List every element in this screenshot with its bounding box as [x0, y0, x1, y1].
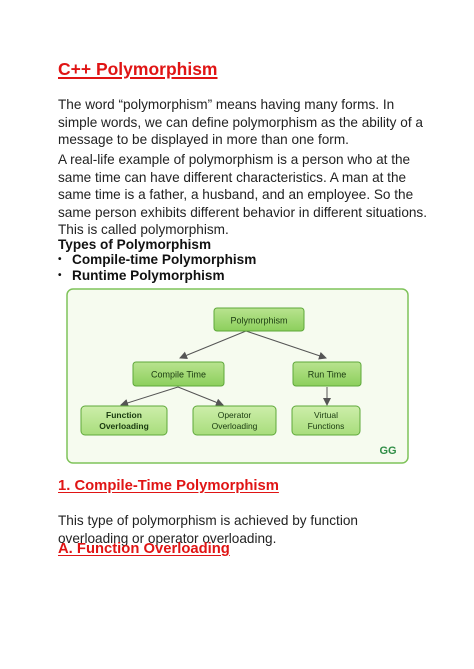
list-item [58, 252, 256, 268]
types-heading: Types of Polymorphism [58, 237, 212, 252]
page-title: C++ Polymorphism [58, 59, 218, 79]
node-run-time-label: Run Time [307, 369, 347, 380]
intro-paragraph: The word “polymorphism” means having many forms. In simple words, we can define polymorphism as the ability of a message to be displayed in more than one form. [58, 97, 423, 148]
section-paragraph: This type of polymorphism is achieved by function overloading or operator overloading. [58, 513, 358, 546]
node-virtual-functions-line2: Functions [307, 421, 345, 431]
polymorphism-diagram [66, 288, 409, 464]
bullet-icon: • [58, 270, 62, 281]
node-function-overloading-line1: Function [106, 410, 142, 420]
list-item [58, 268, 256, 284]
bullet-icon: • [58, 254, 62, 265]
subsection-heading: A. Function Overloading [58, 541, 230, 557]
example-paragraph: A real-life example of polymorphism is a person who at the same time can have different characteristics. A man at the same time is a father, a husband, and an employee. So the same person exhibits different behavior in different situations. This is called polymorphism. [58, 152, 428, 238]
node-polymorphism-label: Polymorphism [230, 315, 288, 326]
node-virtual-functions-line1: Virtual [314, 410, 338, 420]
gfg-logo: GG [379, 445, 397, 457]
node-operator-overloading-line1: Operator [217, 410, 252, 420]
node-function-overloading-line2: Overloading [99, 421, 149, 431]
list-item-label: Compile-time Polymorphism [72, 252, 257, 267]
list-item-label: Runtime Polymorphism [72, 268, 225, 283]
types-list [58, 252, 256, 284]
node-operator-overloading-line2: Overloading [211, 421, 258, 431]
node-compile-time-label: Compile Time [150, 369, 207, 380]
section-heading: 1. Compile-Time Polymorphism [58, 478, 279, 494]
